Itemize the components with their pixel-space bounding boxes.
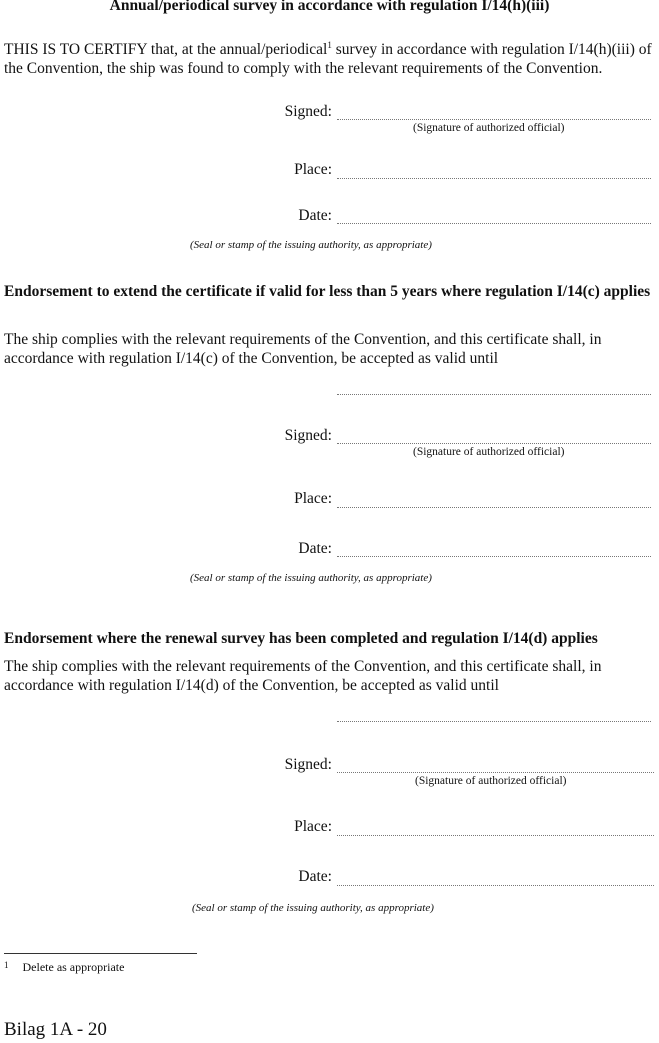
signature-caption: (Signature of authorized official) — [413, 122, 565, 134]
validity-paragraph: The ship complies with the relevant requirements of the Convention, and this certificate shall, in accordance with regulation I/14(d) of the Convention, be accepted as valid until — [4, 658, 602, 694]
certify-text-b: survey in accordance with regulation I/14(h)(iii) of the Convention, the ship was found to comply with the relevant requirements of the Convention. — [4, 41, 652, 78]
place-field[interactable] — [337, 507, 651, 508]
date-label: Date: — [298, 207, 332, 224]
valid-until-field[interactable] — [337, 721, 651, 722]
footnote — [4, 960, 124, 975]
signed-label: Signed: — [284, 103, 332, 120]
date-field[interactable] — [337, 556, 651, 557]
place-field[interactable] — [337, 178, 651, 179]
footnote-number: 1 — [4, 960, 9, 970]
seal-caption: (Seal or stamp of the issuing authority, as appropriate) — [190, 239, 432, 251]
seal-caption: (Seal or stamp of the issuing authority, as appropriate) — [190, 572, 432, 584]
place-field[interactable] — [337, 835, 654, 836]
section-heading: Endorsement to extend the certificate if valid for less than 5 years where regulation I/14(c) applies — [4, 283, 651, 300]
valid-until-field[interactable] — [337, 394, 651, 395]
date-field[interactable] — [337, 885, 654, 886]
certify-text-a: THIS IS TO CERTIFY that, at the annual/periodical — [4, 41, 328, 59]
place-label: Place: — [294, 490, 332, 507]
date-label: Date: — [298, 868, 332, 885]
validity-paragraph: The ship complies with the relevant requirements of the Convention, and this certificate shall, in accordance with regulation I/14(c) of the Convention, be accepted as valid until — [4, 331, 602, 367]
signature-caption: (Signature of authorized official) — [413, 446, 565, 458]
footnote-separator — [4, 953, 197, 954]
footnote-text: Delete as appropriate — [22, 960, 125, 974]
page-label: Bilag 1A - 20 — [4, 1019, 107, 1040]
place-label: Place: — [294, 818, 332, 835]
signed-field[interactable] — [337, 119, 651, 120]
signed-label: Signed: — [284, 427, 332, 444]
signed-field[interactable] — [337, 772, 654, 773]
signed-field[interactable] — [337, 443, 651, 444]
section-heading: Endorsement where the renewal survey has been completed and regulation I/14(d) applies — [4, 630, 598, 647]
date-label: Date: — [298, 540, 332, 557]
signed-label: Signed: — [284, 756, 332, 773]
footnote-ref: 1 — [327, 40, 332, 50]
page-title: Annual/periodical survey in accordance with regulation I/14(h)(iii) — [109, 0, 550, 14]
signature-caption: (Signature of authorized official) — [415, 775, 567, 787]
date-field[interactable] — [337, 223, 651, 224]
certify-paragraph — [4, 36, 654, 78]
place-label: Place: — [294, 161, 332, 178]
seal-caption: (Seal or stamp of the issuing authority, as appropriate) — [192, 902, 434, 914]
